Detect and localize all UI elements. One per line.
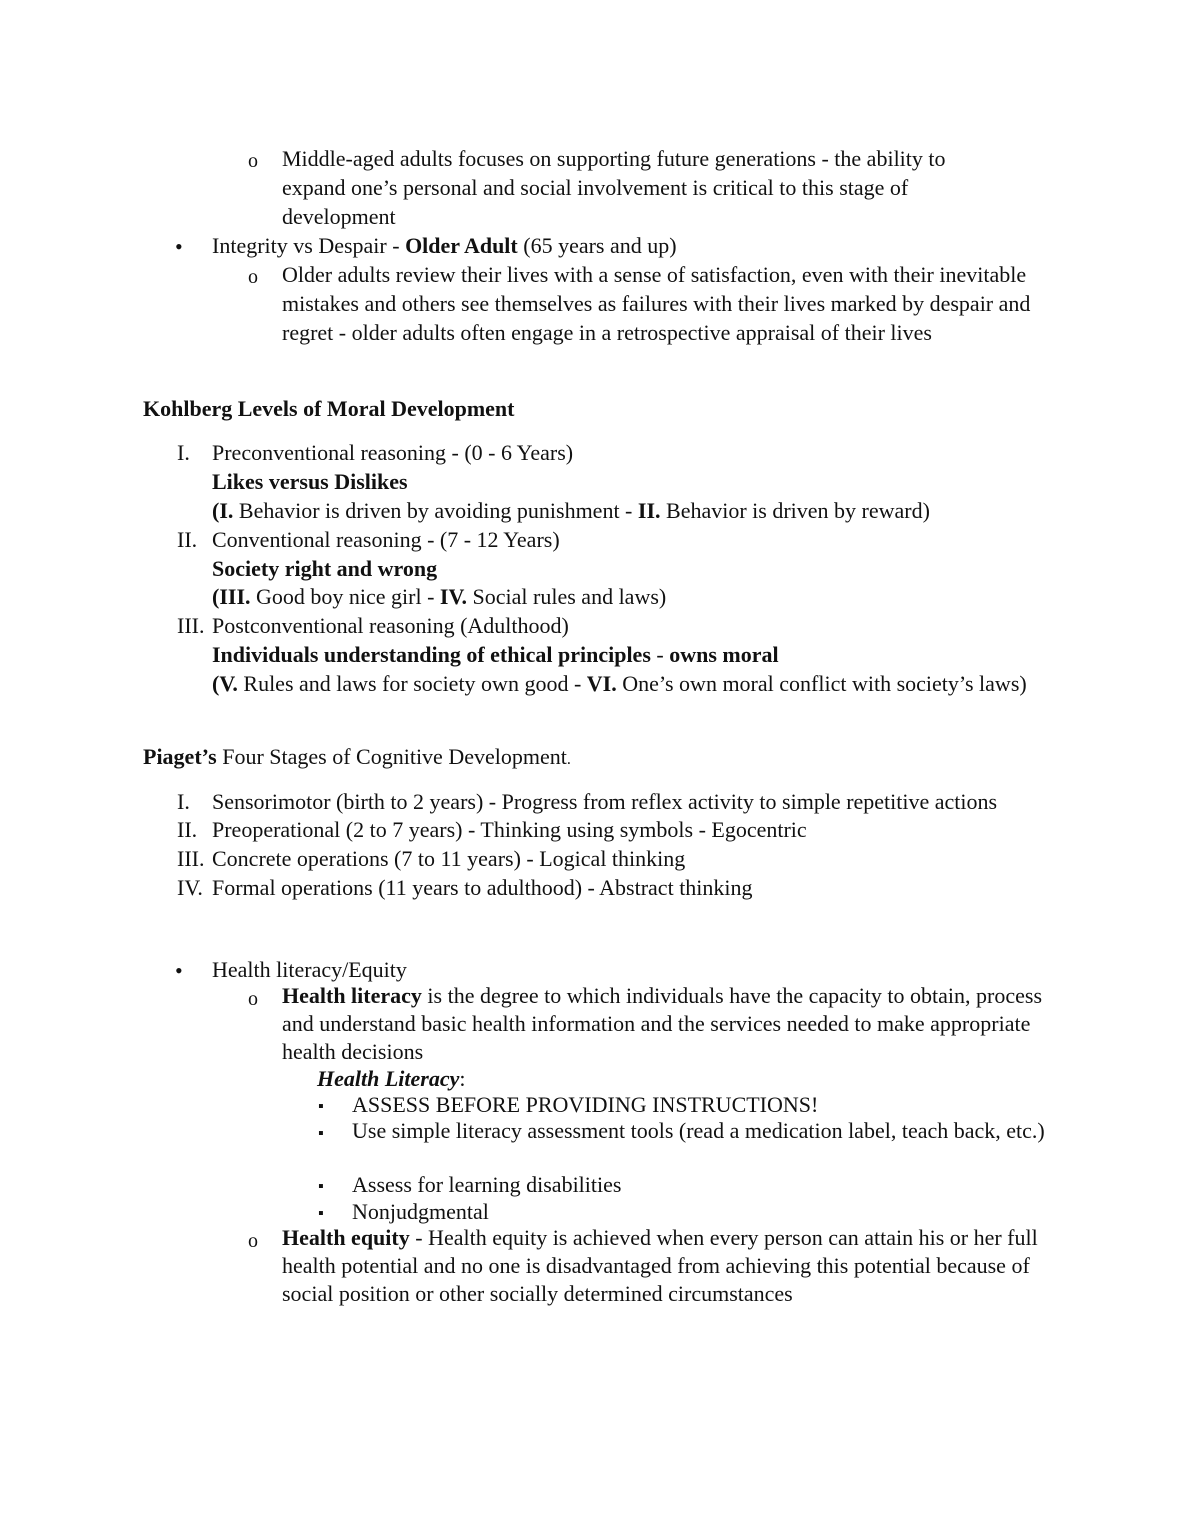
health-literacy-item: ASSESS BEFORE PROVIDING INSTRUCTIONS! [352,1092,819,1117]
kohlberg-heading: Kohlberg Levels of Moral Development [143,396,515,421]
roman-numeral: I. [177,789,190,814]
health-bullet: Health literacy/Equity [212,957,407,982]
kohlberg-level-title: Postconventional reasoning (Adulthood) [212,613,569,638]
roman-numeral: I. [177,440,190,465]
circle-bullet-icon: o [248,988,258,1010]
roman-numeral: III. [177,846,205,871]
health-literacy-item: Use simple literacy assessment tools (read a medication label, teach back, etc.) [352,1118,1045,1143]
health-equity-text: Health equity - Health equity is achieved when every person can attain his or her full health potential and no one is disadvantaged from achieving this potential because of social position or other socially determined circumstances [282,1225,1038,1306]
piaget-stage: Preoperational (2 to 7 years) - Thinking using symbols - Egocentric [212,817,807,842]
integrity-line: Integrity vs Despair - Older Adult (65 years and up) [212,233,677,258]
circle-bullet-icon: o [248,150,258,172]
piaget-stage: Sensorimotor (birth to 2 years) - Progress from reflex activity to simple repetitive actions [212,789,998,814]
kohlberg-level-bold: Likes versus Dislikes [212,469,408,494]
kohlberg-level-detail: (III. Good boy nice girl - IV. Social rules and laws) [212,584,667,609]
older-adults-text: Older adults review their lives with a sense of satisfaction, even with their inevitable mistakes and others see themselves as failures with their lives marked by despair and regret - older adults often engage in a retrospective appraisal of their lives [282,262,1031,345]
roman-numeral: III. [177,613,205,638]
roman-numeral: II. [177,527,198,552]
square-bullet-icon: ▪ [318,1098,324,1115]
kohlberg-level-title: Preconventional reasoning - (0 - 6 Years) [212,440,574,465]
piaget-heading: Piaget’s Four Stages of Cognitive Development. [143,744,571,769]
square-bullet-icon: ▪ [318,1125,324,1142]
kohlberg-level-title: Conventional reasoning - (7 - 12 Years) [212,527,560,552]
health-literacy-subheading: Health Literacy: [317,1066,466,1091]
piaget-stage: Concrete operations (7 to 11 years) - Logical thinking [212,846,686,871]
circle-bullet-icon: o [248,1230,258,1252]
roman-numeral: IV. [177,875,203,900]
kohlberg-level-bold: Individuals understanding of ethical principles - owns moral [212,642,779,667]
kohlberg-level-detail: (I. Behavior is driven by avoiding punishment - II. Behavior is driven by reward) [212,498,930,523]
kohlberg-level-detail: (V. Rules and laws for society own good - VI. One’s own moral conflict with society’s laws) [212,671,1027,696]
roman-numeral: II. [177,817,198,842]
kohlberg-level-bold: Society right and wrong [212,556,438,581]
square-bullet-icon: ▪ [318,1178,324,1195]
health-literacy-item: Nonjudgmental [352,1199,489,1224]
circle-bullet-icon: o [248,266,258,288]
health-literacy-text: Health literacy is the degree to which individuals have the capacity to obtain, process and understand basic health information and the services needed to make appropriate health decisions [282,983,1042,1064]
health-literacy-item: Assess for learning disabilities [352,1172,622,1197]
square-bullet-icon: ▪ [318,1205,324,1222]
middle-aged-text: Middle-aged adults focuses on supporting future generations - the ability to expand one’s personal and social involvement is critical to this stage of development [282,146,946,229]
piaget-stage: Formal operations (11 years to adulthood) - Abstract thinking [212,875,753,900]
dot-bullet-icon: • [175,958,183,983]
dot-bullet-icon: • [175,234,183,259]
